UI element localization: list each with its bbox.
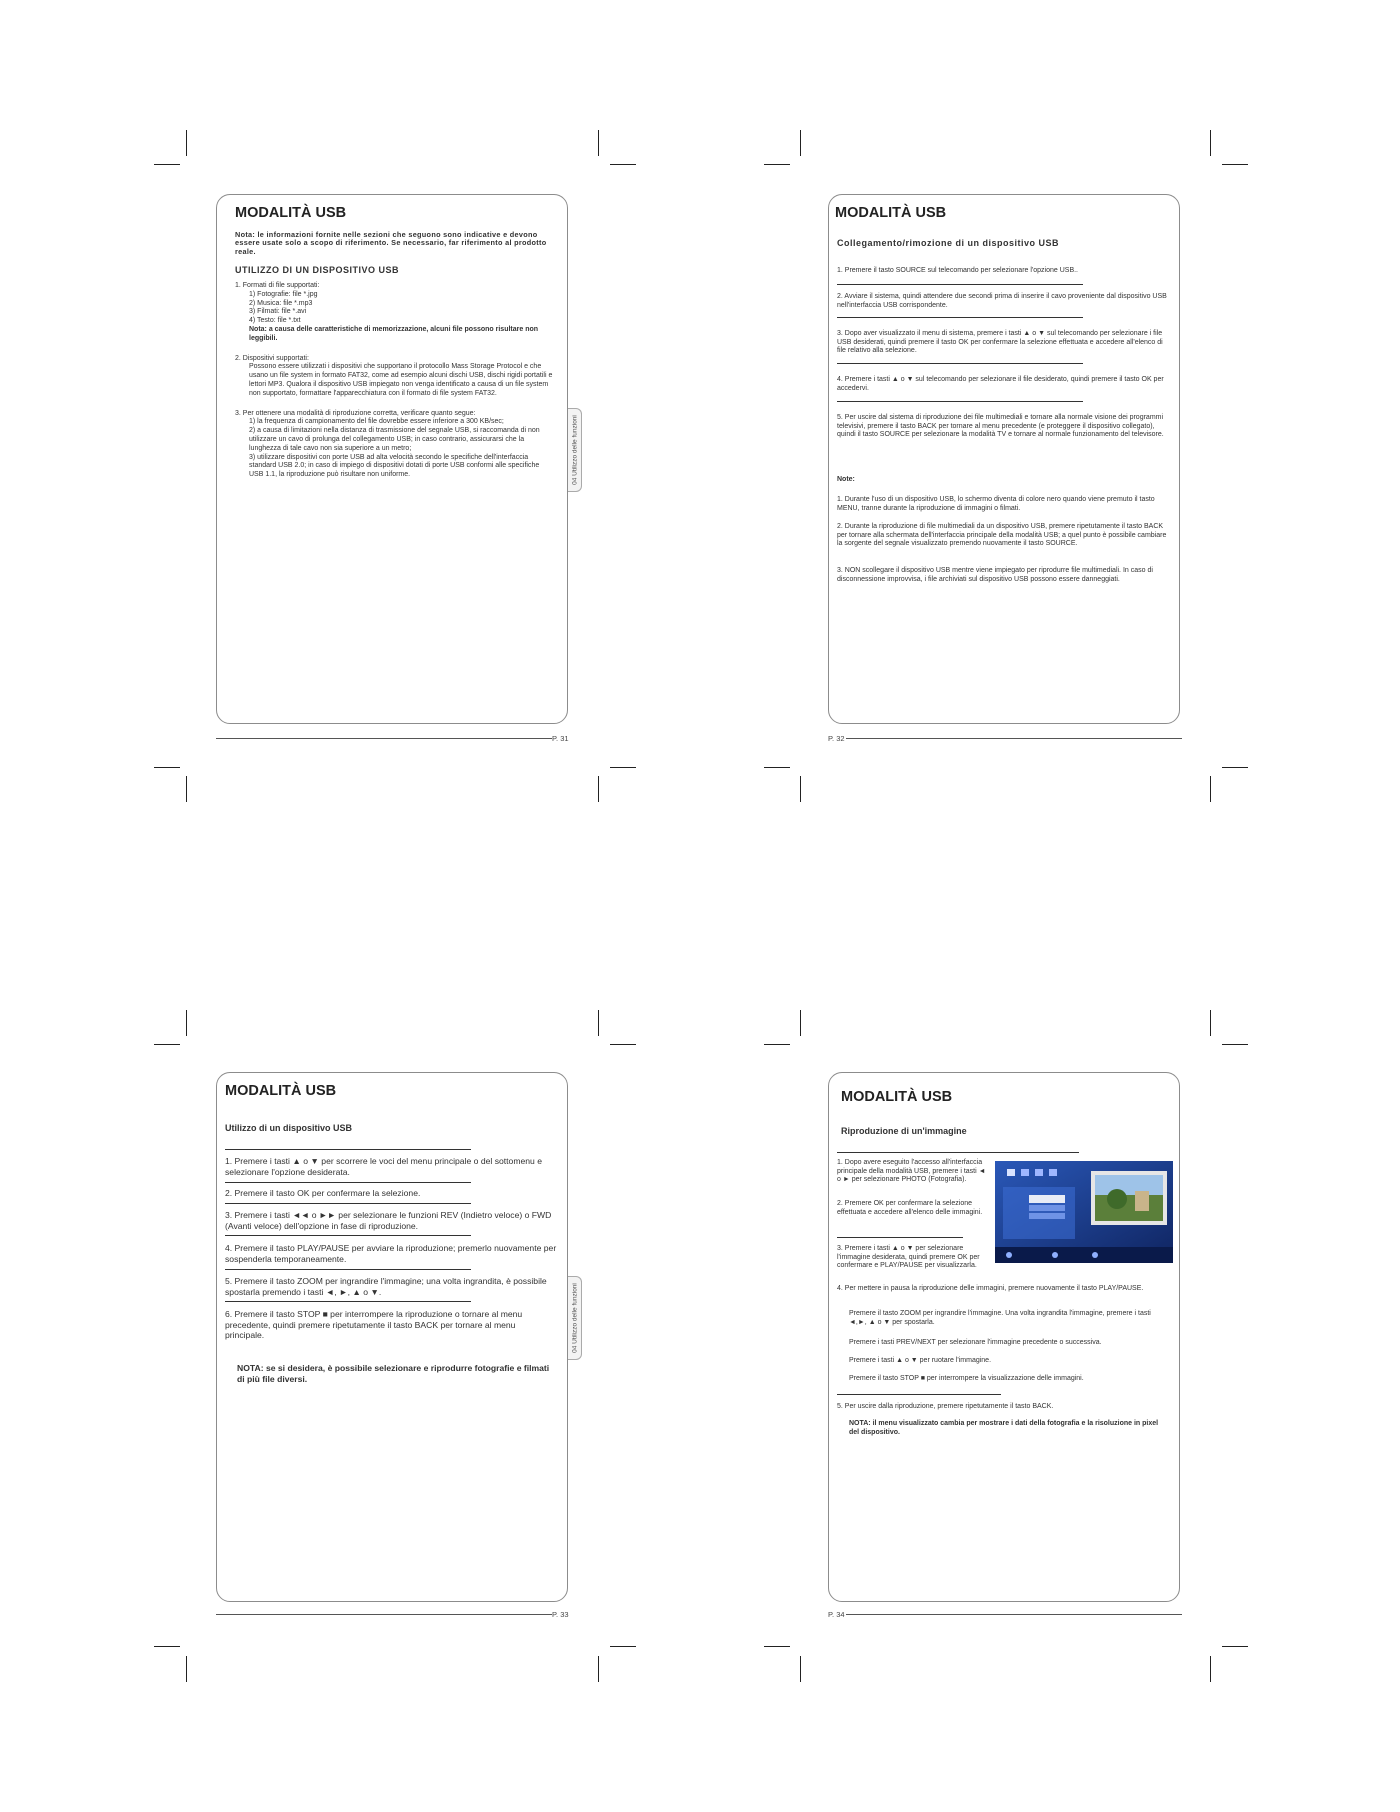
page-title: MODALITÀ USB — [835, 205, 947, 221]
list-item: 1) la frequenza di campionamento del file dovrebbe essere inferiore a 300 KB/sec; — [249, 418, 504, 426]
photo-browser-illustration — [995, 1161, 1173, 1263]
note: NOTA: se si desidera, è possibile selezionare e riprodurre fotografie e filmati di più file diversi. — [237, 1363, 550, 1384]
step-5: 5. Per uscire dal sistema di riproduzione dei file multimediali e tornare alla normale visione dei programmi televisivi, premere il tasto BACK per tornare al menu precedente (e proteggere il dispositivo collegato), quindi il tasto SOURCE per selezionare la modalità TV e tornare al normale funzionamento del televisore. — [837, 414, 1164, 439]
separator — [225, 1149, 471, 1150]
step-2: 2. Avviare il sistema, quindi attendere due secondi prima di inserire il cavo proveniente dal dispositivo USB nell'interfaccia USB corrispondente. — [837, 293, 1167, 309]
step-3: 3. Dopo aver visualizzato il menu di sistema, premere i tasti ▲ o ▼ sul telecomando per selezionare i file USB desiderati, quindi premere il tasto OK per confermare la selezione effettuata e accedere all'elenco di file relativo alla selezione. — [837, 330, 1163, 355]
step-4: 4. Premere il tasto PLAY/PAUSE per avviare la riproduzione; premerlo nuovamente per sospenderla temporaneamente. — [225, 1243, 557, 1264]
list-item: 1) Fotografie: file *.jpg — [249, 290, 318, 298]
separator — [837, 363, 1083, 364]
step-4-stop: Premere il tasto STOP ■ per interrompere la visualizzazione delle immagini. — [849, 1375, 1084, 1382]
step-3: 3. Premere i tasti ▲ o ▼ per selezionare l'immagine desiderata, quindi premere OK per confermare e PLAY/PAUSE per visualizzarla. — [837, 1245, 980, 1270]
separator — [225, 1235, 471, 1236]
section-heading: Riproduzione di un'immagine — [841, 1126, 967, 1136]
step-4-prevnext: Premere i tasti PREV/NEXT per selezionare l'immagine precedente o successiva. — [849, 1339, 1102, 1346]
step-1: 1. Premere i tasti ▲ o ▼ per scorrere le voci del menu principale o del sottomenu e selezionare l'opzione desiderata. — [225, 1156, 542, 1177]
list-item: 3) utilizzare dispositivi con porte USB ad alta velocità secondo le specifiche dell'interfaccia standard USB 2.0; in caso di impiego di dispositivi dotati di porte USB conformi alle specifiche USB 1.1, la riproduzione può risultare non uniforme. — [249, 453, 540, 479]
section-heading: UTILIZZO DI UN DISPOSITIVO USB — [235, 265, 400, 276]
separator — [225, 1301, 471, 1302]
separator — [837, 1152, 1079, 1153]
footer-rule — [846, 1614, 1182, 1615]
list-item: 4) Testo: file *.txt — [249, 317, 301, 325]
separator — [837, 1237, 963, 1238]
section-heading: Collegamento/rimozione di un dispositivo USB — [837, 238, 1060, 248]
list-note: Nota: a causa delle caratteristiche di memorizzazione, alcuni file possono risultare non leggibili. — [249, 326, 539, 342]
list-item: 2) Musica: file *.mp3 — [249, 299, 313, 307]
separator — [225, 1182, 471, 1183]
page-content — [235, 231, 559, 480]
step-2: 2. Premere il tasto OK per confermare la selezione. — [225, 1188, 421, 1198]
separator — [225, 1269, 471, 1270]
step-3: 3. Premere i tasti ◄◄ o ►► per selezionare le funzioni REV (Indietro veloce) o FWD (Avanti veloce) dell'opzione in fase di riproduzione. — [225, 1210, 552, 1231]
page-number: P. 32 — [828, 734, 845, 743]
chapter-tab: 04 Utilizzo delle funzioni — [568, 1276, 582, 1360]
page-title: MODALITÀ USB — [235, 205, 347, 221]
footer-rule — [846, 738, 1182, 739]
page-34 — [828, 1072, 1180, 1602]
page-title: MODALITÀ USB — [225, 1083, 337, 1099]
page-number: P. 33 — [552, 1610, 569, 1619]
separator — [837, 401, 1083, 402]
list-item: 2. Dispositivi supportati: — [235, 354, 309, 362]
step-6: 6. Premere il tasto STOP ■ per interrompere la riproduzione o tornare al menu precedente, quindi premere ripetutamente il tasto BACK per tornare al menu principale. — [225, 1309, 523, 1341]
disclaimer-note: Nota: le informazioni fornite nelle sezioni che seguono sono indicative e devono essere usate solo a scopo di riferimento. Se necessario, far riferimento al prodotto reale. — [235, 230, 547, 256]
list-item: 2) a causa di limitazioni nella distanza di trasmissione del segnale USB, si raccomanda di non utilizzare un cavo di prolunga del collegamento USB; in caso contrario, assicurarsi che la lunghezza di tale cavo non sia superiore a un metro; — [249, 427, 540, 452]
separator — [837, 1394, 1001, 1395]
footer-rule — [216, 738, 552, 739]
list-item: 3) Filmati: file *.avi — [249, 308, 307, 316]
step-4-zoom: Premere il tasto ZOOM per ingrandire l'immagine. Una volta ingrandita l'immagine, premere i tasti ◄,►, ▲ o ▼ per spostarla. — [849, 1310, 1151, 1326]
step-5: 5. Per uscire dalla riproduzione, premere ripetutamente il tasto BACK. — [837, 1403, 1054, 1410]
page-number: P. 31 — [552, 734, 569, 743]
step-2: 2. Premere OK per confermare la selezione effettuata e accedere all'elenco delle immagini. — [837, 1200, 983, 1216]
section-heading: Utilizzo di un dispositivo USB — [225, 1123, 352, 1133]
page-32 — [828, 194, 1180, 724]
note-2: 2. Durante la riproduzione di file multimediali da un dispositivo USB, premere ripetutamente il tasto BACK per tornare alla schermata dell'interfaccia principale della modalità USB; a quel punto è possibile cambiare la sorgente del segnale visualizzato premendo nuovamente il tasto SOURCE. — [837, 523, 1167, 548]
note: NOTA: il menu visualizzato cambia per mostrare i dati della fotografia e la risoluzione in pixel del dispositivo. — [849, 1420, 1159, 1436]
note-3: 3. NON scollegare il dispositivo USB mentre viene impiegato per riprodurre file multimediali. In caso di disconnessione improvvisa, i file archiviati sul dispositivo USB possono essere danneggiati. — [837, 567, 1153, 583]
step-4: 4. Premere i tasti ▲ o ▼ sul telecomando per selezionare il file desiderato, quindi premere il tasto OK per accedervi. — [837, 376, 1164, 392]
separator — [837, 317, 1083, 318]
list-item: 1. Formati di file supportati: — [235, 282, 320, 290]
separator — [225, 1203, 471, 1204]
step-1: 1. Dopo avere eseguito l'accesso all'interfaccia principale della modalità USB, premere i tasti ◄ o ► per selezionare PHOTO (Fotografia). — [837, 1159, 986, 1184]
chapter-tab: 04 Utilizzo delle funzioni — [568, 408, 582, 492]
note-1: 1. Durante l'uso di un dispositivo USB, lo schermo diventa di colore nero quando viene premuto il tasto MENU, tranne durante la riproduzione di immagini o filmati. — [837, 496, 1155, 512]
step-4: 4. Per mettere in pausa la riproduzione delle immagini, premere nuovamente il tasto PLAY/PAUSE. — [837, 1285, 1144, 1292]
page-33 — [216, 1072, 568, 1602]
step-1: 1. Premere il tasto SOURCE sul telecomando per selezionare l'opzione USB.. — [837, 267, 1079, 274]
step-5: 5. Premere il tasto ZOOM per ingrandire l'immagine; una volta ingrandita, è possibile spostarla premendo i tasti ◄, ►, ▲ o ▼. — [225, 1276, 547, 1297]
page-number: P. 34 — [828, 1610, 845, 1619]
photo-browser-screenshot — [995, 1161, 1173, 1263]
page-title: MODALITÀ USB — [841, 1089, 953, 1105]
page-31 — [216, 194, 568, 724]
footer-rule — [216, 1614, 552, 1615]
notes-heading: Note: — [837, 476, 855, 483]
separator — [837, 284, 1083, 285]
list-item-text: Possono essere utilizzati i dispositivi che supportano il protocollo Mass Storage Protocol e che usano un file system in formato FAT32, come ad esempio alcuni dischi USB, dischi rigidi portatili e lettori MP3. Qualora il dispositivo USB impiegato non venga identificato a causa di un file system non supportato, formattare l'apparecchiatura con il formato di file system FAT32. — [249, 363, 553, 397]
step-4-rotate: Premere i tasti ▲ o ▼ per ruotare l'immagine. — [849, 1357, 992, 1364]
list-item: 3. Per ottenere una modalità di riproduzione corretta, verificare quanto segue: — [235, 409, 476, 417]
